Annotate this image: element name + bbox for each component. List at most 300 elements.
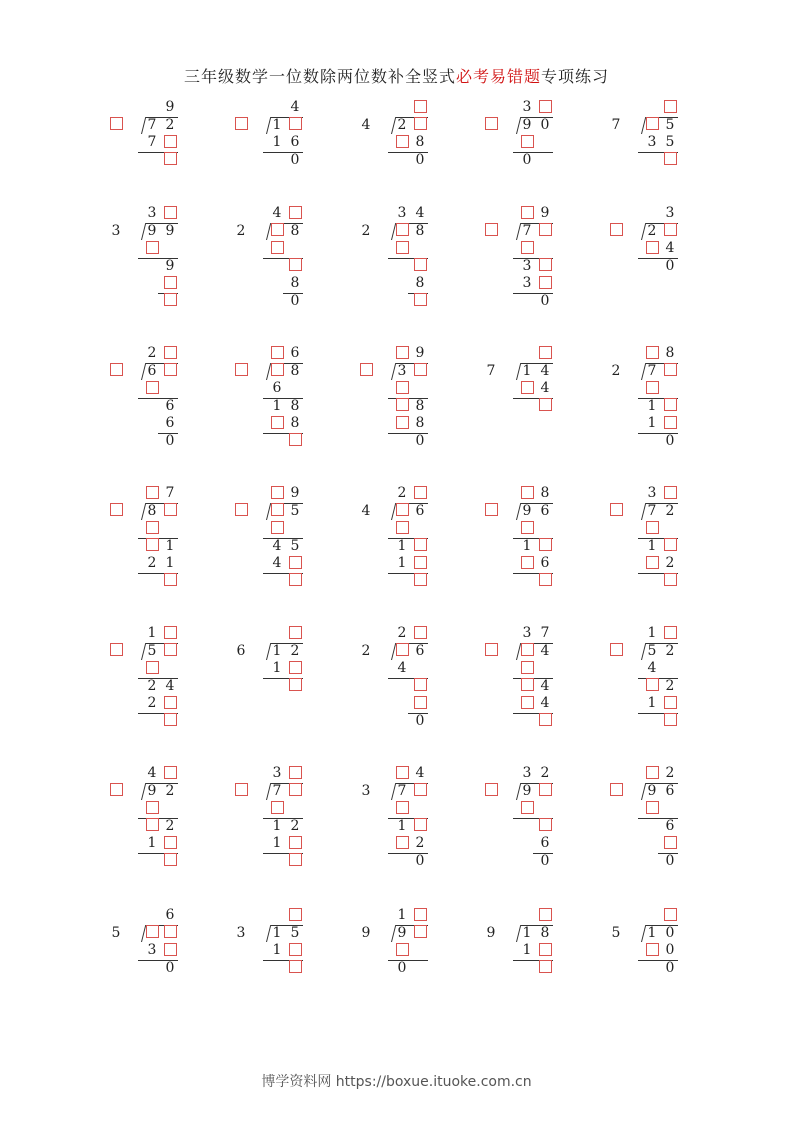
step-digit: 6 (165, 397, 175, 414)
step-digit: 0 (665, 257, 675, 274)
dividend-digit: 5 (147, 642, 157, 659)
blank-box[interactable] (287, 853, 303, 870)
blank-box[interactable] (537, 573, 553, 590)
division-problem (358, 205, 438, 345)
blank-box[interactable] (412, 907, 428, 924)
blank-box[interactable] (644, 345, 660, 362)
step-digit: 0 (165, 432, 175, 449)
blank-box-icon (396, 766, 409, 779)
blank-box-icon (485, 503, 498, 516)
step-digit (537, 520, 553, 537)
blank-box-icon (664, 223, 677, 236)
blank-box-icon (664, 363, 677, 376)
step-digit: 1 (397, 537, 407, 554)
step-digit (394, 713, 410, 730)
blank-box[interactable] (394, 800, 410, 817)
blank-box[interactable] (662, 99, 678, 116)
blank-box-icon (414, 908, 427, 921)
step-digit (269, 573, 285, 590)
step-digit: 4 (397, 660, 407, 676)
blank-box[interactable] (162, 363, 178, 380)
blank-box[interactable] (394, 345, 410, 362)
blank-box[interactable] (644, 678, 660, 695)
blank-box[interactable] (483, 117, 499, 134)
blank-box[interactable] (287, 960, 303, 977)
blank-box[interactable] (537, 818, 553, 835)
blank-box[interactable] (108, 783, 124, 800)
blank-box-icon (110, 643, 123, 656)
blank-box[interactable] (394, 134, 410, 151)
step-digit (269, 960, 285, 977)
blank-box-icon (414, 363, 427, 376)
blank-box[interactable] (412, 258, 428, 275)
step-digit (269, 152, 285, 169)
blank-box[interactable] (412, 695, 428, 712)
blank-box-icon (396, 381, 409, 394)
blank-box-icon (289, 573, 302, 586)
dividend-digit: 7 (647, 362, 657, 379)
blank-box[interactable] (519, 678, 535, 695)
blank-box[interactable] (287, 907, 303, 924)
step-digit: 2 (290, 817, 300, 834)
blank-box-icon (521, 556, 534, 569)
dividend-digit: 5 (290, 924, 300, 941)
blank-box[interactable] (519, 520, 535, 537)
blank-box[interactable] (412, 573, 428, 590)
step-digit (144, 152, 160, 169)
blank-box[interactable] (662, 485, 678, 502)
blank-box[interactable] (287, 678, 303, 695)
blank-box-icon (146, 818, 159, 831)
blank-box[interactable] (608, 643, 624, 660)
blank-box[interactable] (394, 942, 410, 959)
blank-box[interactable] (412, 538, 428, 555)
step-digit: 1 (272, 942, 282, 958)
blank-box[interactable] (537, 258, 553, 275)
divisor: 2 (236, 222, 246, 239)
blank-box[interactable] (358, 363, 374, 380)
blank-box[interactable] (287, 660, 303, 677)
division-problem (608, 765, 688, 905)
blank-box[interactable] (662, 415, 678, 432)
blank-box[interactable] (108, 117, 124, 134)
blank-box[interactable] (162, 205, 178, 222)
step-digit (394, 433, 410, 450)
blank-box[interactable] (144, 800, 160, 817)
blank-box-icon (289, 626, 302, 639)
step-digit (269, 258, 285, 275)
blank-box-icon (610, 223, 623, 236)
step-digit (287, 380, 303, 397)
divisor: 3 (111, 222, 121, 239)
dividend-digit: 9 (165, 222, 175, 239)
blank-box[interactable] (412, 99, 428, 116)
step-digit (394, 293, 410, 310)
blank-box-icon (396, 943, 409, 956)
dividend-digit: 2 (290, 642, 300, 659)
blank-box[interactable] (394, 223, 410, 240)
blank-box[interactable] (519, 240, 535, 257)
blank-box[interactable] (162, 925, 178, 942)
blank-box-icon (610, 783, 623, 796)
blank-box[interactable] (662, 907, 678, 924)
blank-box[interactable] (162, 643, 178, 660)
blank-box[interactable] (269, 520, 285, 537)
quotient-digit: 9 (290, 485, 300, 501)
blank-box[interactable] (537, 275, 553, 292)
blank-box[interactable] (394, 765, 410, 782)
blank-box[interactable] (662, 538, 678, 555)
division-problem (483, 907, 563, 1047)
blank-box[interactable] (519, 555, 535, 572)
blank-box[interactable] (412, 783, 428, 800)
step-digit: 0 (415, 852, 425, 869)
dividend-digit: 4 (540, 642, 550, 659)
blank-box[interactable] (394, 520, 410, 537)
divisor: 2 (361, 642, 371, 659)
blank-box[interactable] (662, 835, 678, 852)
title-suffix: 专项练习 (541, 67, 610, 86)
blank-box[interactable] (608, 223, 624, 240)
blank-box[interactable] (644, 520, 660, 537)
blank-box-icon (396, 398, 409, 411)
blank-box-icon (164, 135, 177, 148)
blank-box-icon (110, 117, 123, 130)
divisor: 9 (486, 924, 496, 941)
blank-box[interactable] (162, 134, 178, 151)
dividend-digit: 9 (147, 782, 157, 799)
blank-box[interactable] (412, 678, 428, 695)
blank-box[interactable] (287, 205, 303, 222)
footer-watermark: 博学资料网 https://boxue.ituoke.com.cn (261, 1074, 532, 1090)
blank-box[interactable] (483, 223, 499, 240)
blank-box[interactable] (412, 818, 428, 835)
step-digit: 4 (540, 695, 550, 711)
blank-box[interactable] (644, 380, 660, 397)
blank-box[interactable] (233, 783, 249, 800)
step-digit: 6 (665, 817, 675, 834)
step-digit: 1 (647, 397, 657, 414)
blank-box[interactable] (537, 398, 553, 415)
dividend-digit: 1 (647, 924, 657, 941)
blank-box-icon (610, 643, 623, 656)
step-digit: 6 (540, 835, 550, 851)
blank-box[interactable] (162, 503, 178, 520)
divisor: 2 (611, 362, 621, 379)
step-digit (537, 134, 553, 151)
blank-box[interactable] (162, 695, 178, 712)
step-digit: 4 (647, 660, 657, 676)
blank-box-icon (521, 696, 534, 709)
dividend-digit: 7 (397, 782, 407, 799)
blank-box[interactable] (519, 695, 535, 712)
blank-box-icon (539, 398, 552, 411)
blank-box[interactable] (537, 942, 553, 959)
blank-box[interactable] (519, 380, 535, 397)
blank-box[interactable] (412, 485, 428, 502)
blank-box[interactable] (537, 713, 553, 730)
step-digit: 2 (415, 835, 425, 851)
step-digit (269, 678, 285, 695)
blank-box[interactable] (269, 223, 285, 240)
step-digit: 4 (540, 380, 550, 396)
blank-box[interactable] (144, 660, 160, 677)
blank-box[interactable] (108, 363, 124, 380)
blank-box-icon (271, 241, 284, 254)
step-digit (269, 433, 285, 450)
dividend-digit: 8 (290, 362, 300, 379)
blank-box[interactable] (644, 117, 660, 134)
blank-box-icon (164, 276, 177, 289)
blank-box[interactable] (537, 223, 553, 240)
blank-box[interactable] (519, 485, 535, 502)
step-digit: 4 (540, 677, 550, 694)
blank-box[interactable] (519, 134, 535, 151)
blank-box[interactable] (537, 907, 553, 924)
step-digit: 0 (415, 712, 425, 729)
blank-box-icon (646, 346, 659, 359)
quotient-digit: 9 (540, 205, 550, 221)
blank-box[interactable] (394, 643, 410, 660)
blank-box[interactable] (644, 555, 660, 572)
blank-box[interactable] (287, 783, 303, 800)
blank-box-icon (521, 661, 534, 674)
quotient-digit: 2 (540, 765, 550, 781)
blank-box[interactable] (537, 783, 553, 800)
quotient-digit: 3 (522, 765, 532, 781)
blank-box-icon (414, 818, 427, 831)
blank-box[interactable] (394, 380, 410, 397)
step-digit (144, 853, 160, 870)
blank-box[interactable] (287, 625, 303, 642)
step-digit (412, 800, 428, 817)
blank-box[interactable] (162, 713, 178, 730)
blank-box-icon (396, 503, 409, 516)
blank-box[interactable] (412, 293, 428, 310)
blank-box-icon (539, 783, 552, 796)
blank-box[interactable] (537, 99, 553, 116)
blank-box[interactable] (394, 398, 410, 415)
blank-box[interactable] (519, 643, 535, 660)
blank-box-icon (646, 241, 659, 254)
step-digit: 8 (290, 275, 300, 291)
blank-box[interactable] (412, 117, 428, 134)
blank-box[interactable] (394, 415, 410, 432)
blank-box[interactable] (162, 345, 178, 362)
blank-box[interactable] (537, 345, 553, 362)
step-digit (519, 293, 535, 310)
blank-box-icon (539, 573, 552, 586)
blank-box[interactable] (412, 363, 428, 380)
step-digit: 8 (290, 397, 300, 414)
step-digit (162, 800, 178, 817)
blank-box[interactable] (644, 800, 660, 817)
blank-box[interactable] (287, 433, 303, 450)
blank-box-icon (396, 836, 409, 849)
step-digit: 8 (415, 275, 425, 291)
blank-box[interactable] (394, 503, 410, 520)
blank-box[interactable] (394, 240, 410, 257)
blank-box[interactable] (287, 835, 303, 852)
blank-box[interactable] (144, 240, 160, 257)
blank-box[interactable] (662, 398, 678, 415)
blank-box-icon (271, 503, 284, 516)
step-digit: 8 (415, 397, 425, 414)
step-digit: 1 (272, 835, 282, 851)
blank-box[interactable] (519, 205, 535, 222)
blank-box[interactable] (662, 363, 678, 380)
step-digit (394, 678, 410, 695)
blank-box-icon (414, 626, 427, 639)
blank-box[interactable] (483, 783, 499, 800)
blank-box-icon (235, 783, 248, 796)
quotient-digit: 9 (165, 99, 175, 115)
blank-box[interactable] (162, 275, 178, 292)
blank-box[interactable] (394, 835, 410, 852)
blank-box[interactable] (269, 240, 285, 257)
division-problem (233, 345, 313, 485)
blank-box[interactable] (608, 783, 624, 800)
step-digit: 2 (147, 695, 157, 711)
division-problem (483, 765, 563, 905)
quotient-digit: 6 (290, 345, 300, 361)
blank-box[interactable] (269, 415, 285, 432)
blank-box[interactable] (662, 713, 678, 730)
blank-box[interactable] (519, 800, 535, 817)
blank-box-icon (271, 486, 284, 499)
division-problem (233, 205, 313, 345)
step-digit (269, 853, 285, 870)
step-digit (644, 818, 660, 835)
blank-box[interactable] (269, 800, 285, 817)
quotient-digit: 1 (397, 907, 407, 923)
dividend-digit: 2 (165, 116, 175, 133)
blank-box[interactable] (144, 818, 160, 835)
dividend-digit: 1 (272, 116, 282, 133)
blank-box-icon (610, 503, 623, 516)
quotient-digit: 1 (647, 625, 657, 641)
blank-box-icon (664, 538, 677, 551)
step-digit (412, 960, 428, 977)
blank-box[interactable] (537, 538, 553, 555)
blank-box[interactable] (483, 643, 499, 660)
blank-box-icon (539, 960, 552, 973)
blank-box-icon (164, 363, 177, 376)
blank-box[interactable] (269, 363, 285, 380)
step-digit: 3 (522, 275, 532, 291)
blank-box[interactable] (412, 555, 428, 572)
quotient-digit: 8 (540, 485, 550, 501)
blank-box[interactable] (162, 765, 178, 782)
blank-box-icon (146, 381, 159, 394)
blank-box[interactable] (269, 485, 285, 502)
blank-box[interactable] (144, 538, 160, 555)
blank-box[interactable] (662, 625, 678, 642)
step-digit: 8 (415, 415, 425, 431)
blank-box[interactable] (662, 223, 678, 240)
blank-box[interactable] (287, 555, 303, 572)
blank-box[interactable] (269, 345, 285, 362)
blank-box-icon (164, 573, 177, 586)
step-digit (144, 293, 160, 310)
blank-box[interactable] (162, 942, 178, 959)
step-digit: 0 (290, 292, 300, 309)
step-digit (162, 520, 178, 537)
step-digit: 1 (397, 817, 407, 834)
blank-box-icon (271, 521, 284, 534)
blank-box[interactable] (662, 695, 678, 712)
step-digit (269, 293, 285, 310)
blank-box[interactable] (287, 258, 303, 275)
blank-box[interactable] (412, 925, 428, 942)
step-digit (644, 152, 660, 169)
blank-box[interactable] (233, 117, 249, 134)
blank-box[interactable] (144, 380, 160, 397)
blank-box[interactable] (108, 643, 124, 660)
blank-box[interactable] (233, 503, 249, 520)
blank-box[interactable] (287, 117, 303, 134)
blank-box[interactable] (608, 503, 624, 520)
blank-box[interactable] (644, 942, 660, 959)
blank-box-icon (414, 486, 427, 499)
blank-box[interactable] (233, 363, 249, 380)
blank-box[interactable] (144, 520, 160, 537)
step-digit: 5 (290, 537, 300, 554)
step-digit: 0 (665, 432, 675, 449)
division-problem (483, 345, 563, 485)
blank-box[interactable] (162, 293, 178, 310)
blank-box[interactable] (287, 942, 303, 959)
divisor: 3 (361, 782, 371, 799)
blank-box[interactable] (519, 660, 535, 677)
division-problem (108, 485, 188, 625)
step-digit (144, 258, 160, 275)
blank-box[interactable] (662, 573, 678, 590)
blank-box[interactable] (162, 853, 178, 870)
blank-box[interactable] (287, 573, 303, 590)
blank-box[interactable] (162, 573, 178, 590)
blank-box[interactable] (483, 503, 499, 520)
quotient-digit: 7 (165, 485, 175, 501)
blank-box[interactable] (144, 485, 160, 502)
step-digit: 8 (415, 134, 425, 150)
blank-box[interactable] (144, 925, 160, 942)
blank-box-icon (146, 925, 159, 938)
blank-box-icon (414, 925, 427, 938)
blank-box[interactable] (644, 765, 660, 782)
blank-box-icon (289, 853, 302, 866)
division-problem (608, 625, 688, 765)
step-digit (412, 520, 428, 537)
step-digit: 6 (272, 380, 282, 396)
blank-box[interactable] (162, 152, 178, 169)
blank-box[interactable] (644, 240, 660, 257)
blank-box[interactable] (108, 503, 124, 520)
blank-box-icon (271, 346, 284, 359)
blank-box[interactable] (537, 960, 553, 977)
dividend-digit: 9 (147, 222, 157, 239)
quotient-digit: 3 (147, 205, 157, 221)
blank-box[interactable] (662, 152, 678, 169)
blank-box[interactable] (269, 503, 285, 520)
step-digit (162, 380, 178, 397)
blank-box[interactable] (287, 765, 303, 782)
blank-box[interactable] (412, 625, 428, 642)
blank-box[interactable] (162, 835, 178, 852)
quotient-digit (269, 907, 285, 924)
divisor: 7 (611, 116, 621, 133)
blank-box[interactable] (162, 625, 178, 642)
